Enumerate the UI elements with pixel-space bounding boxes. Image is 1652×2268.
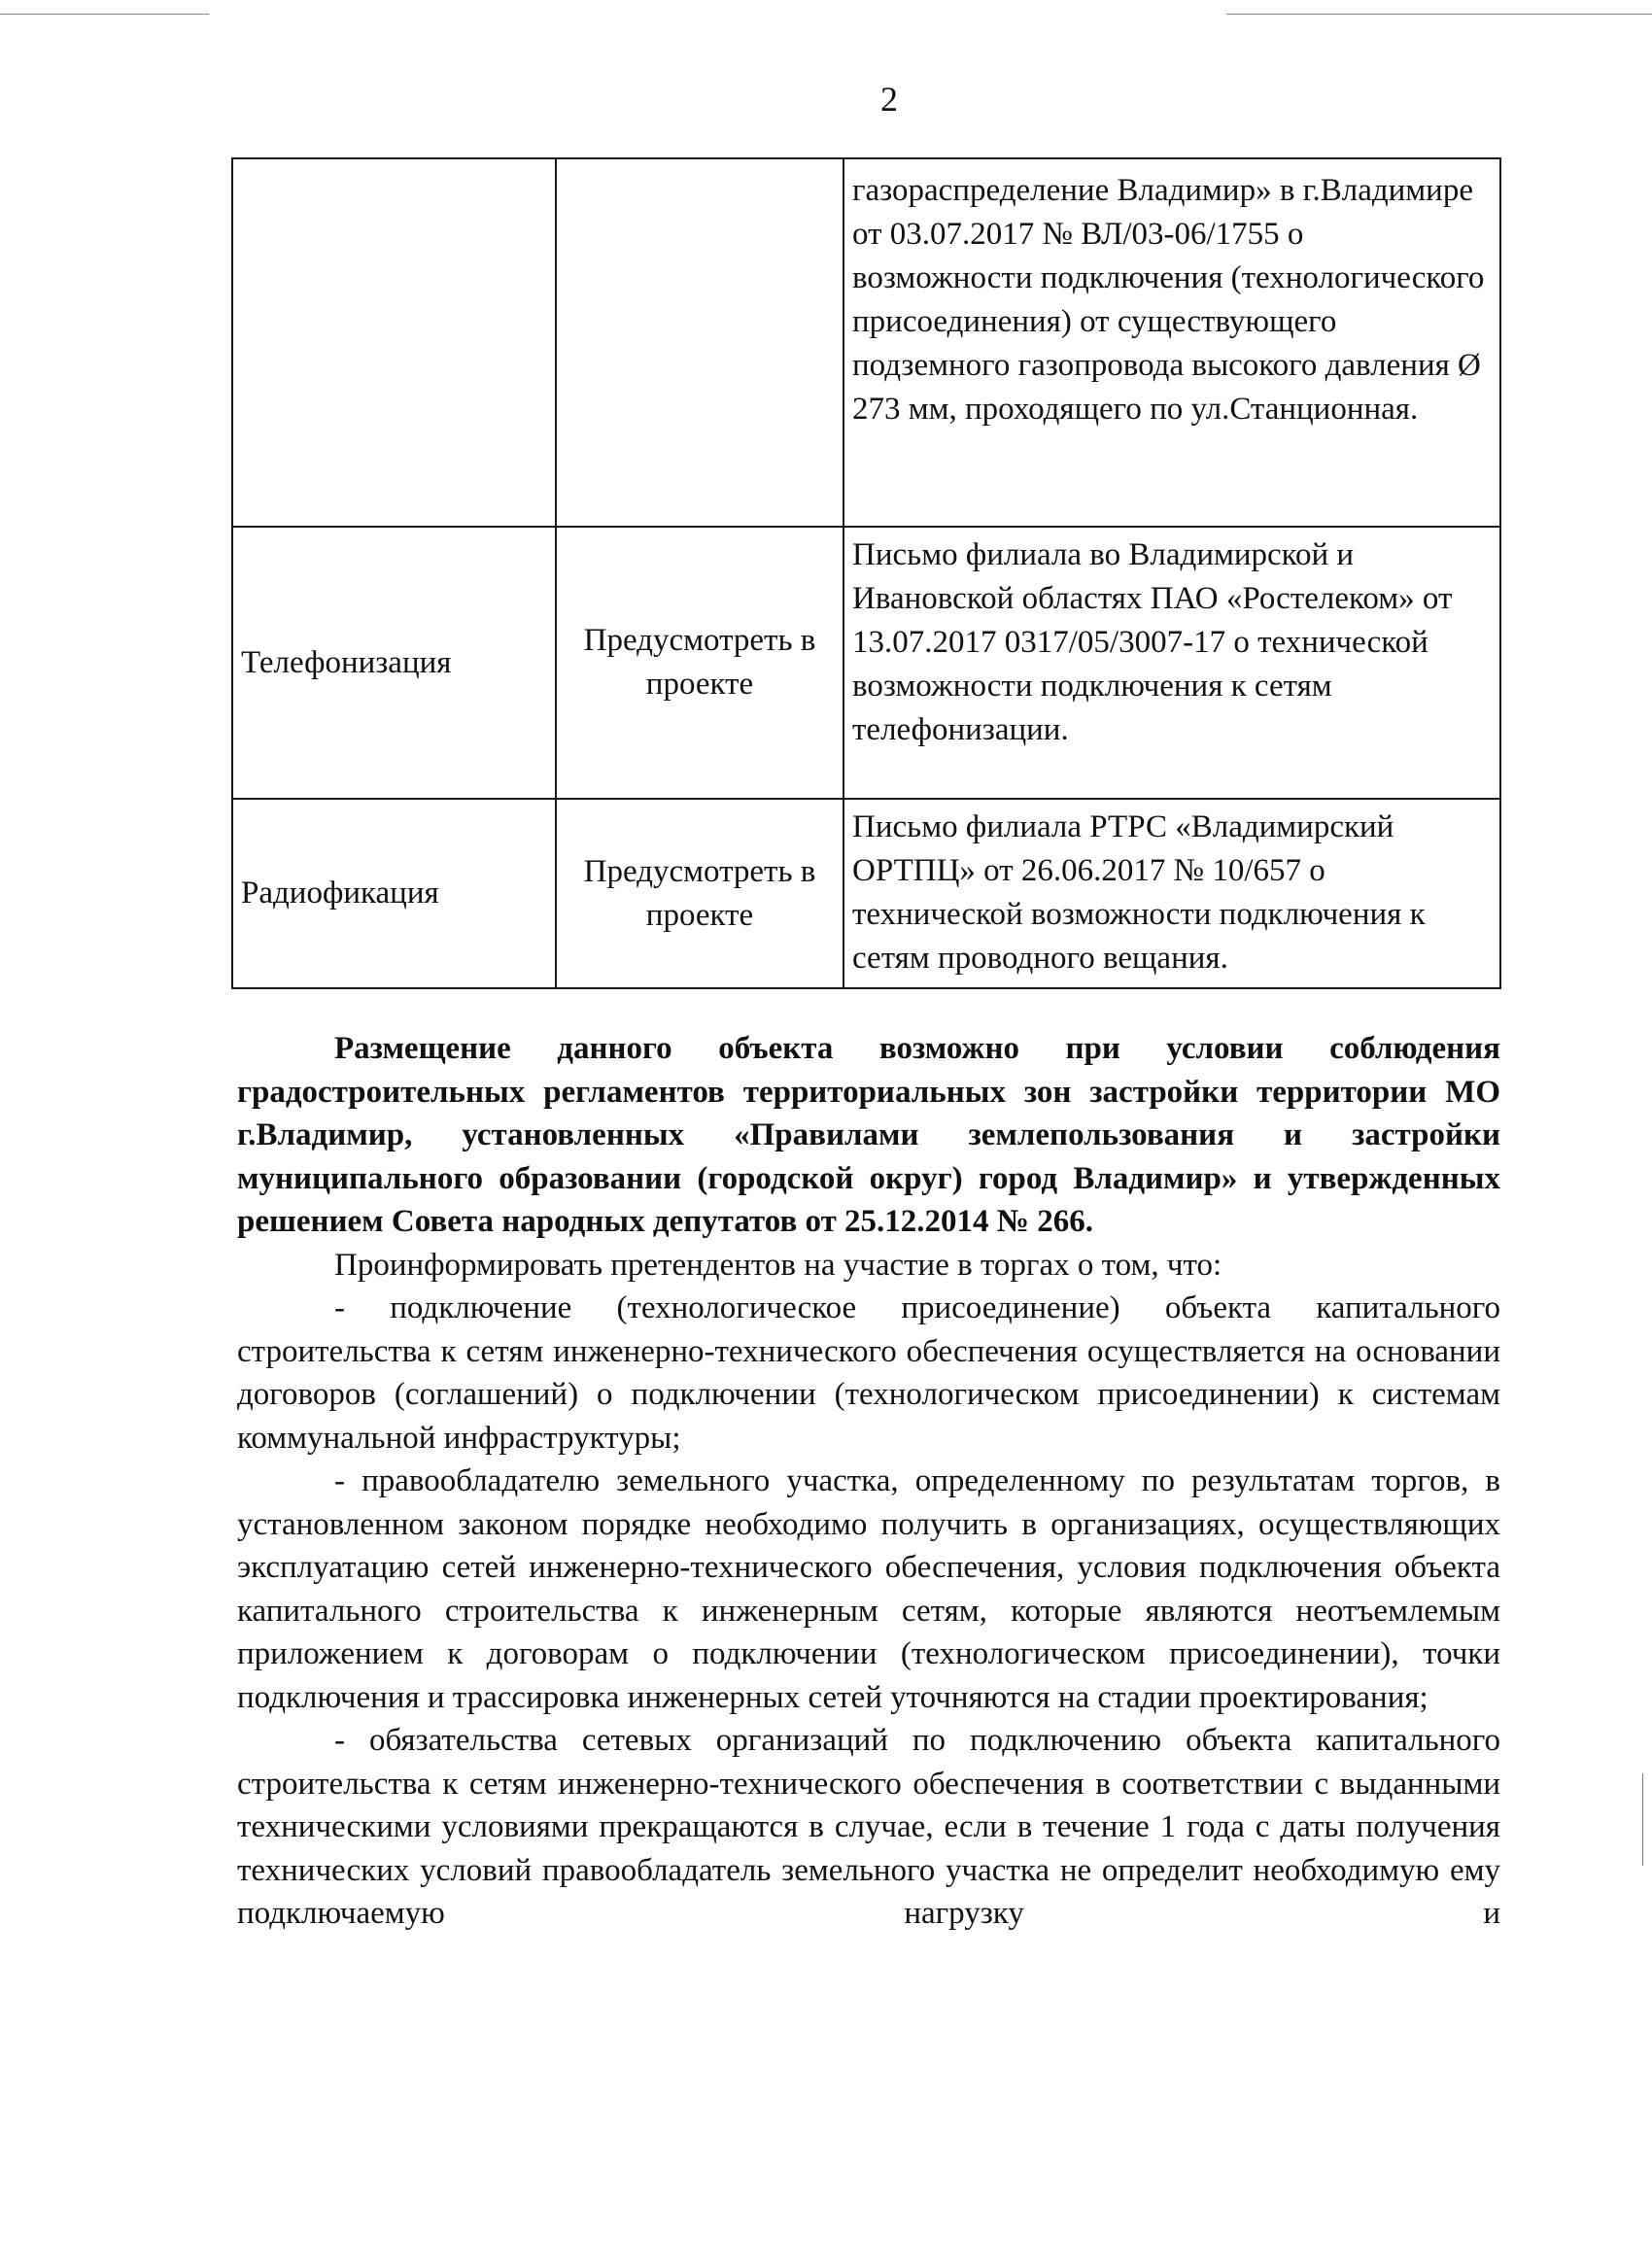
inform-bidders-paragraph: Проинформировать претендентов на участие в торгах о том, что: bbox=[334, 1247, 1222, 1283]
top-rule-left bbox=[0, 14, 209, 15]
table-row bbox=[232, 158, 1500, 527]
utility-action-cell bbox=[556, 158, 843, 527]
utility-action-cell: Предусмотреть в проекте bbox=[556, 527, 843, 799]
scan-edge-mark bbox=[1642, 1773, 1643, 1866]
list-item: - правообладателю земельного участка, определенному по результатам торгов, в установленном законом порядке необходимо получить в организациях, осуществляющих эксплуатацию сетей инженерно-технического обеспечения, условия подключения объекта капитального строительства к инженерным сетям, которые являются неотъемлемым приложением к договорам о подключении (технологическом присоединении), точки подключения и трассировка инженерных сетей уточняются на стадии проектирования; bbox=[237, 1463, 1500, 1715]
utility-name-cell bbox=[232, 158, 556, 527]
utility-action-cell: Предусмотреть в проекте bbox=[556, 799, 843, 988]
page-number: 2 bbox=[880, 80, 898, 119]
utility-name-cell: Радиофикация bbox=[232, 799, 556, 988]
list-item: - подключение (технологическое присоединение) объекта капитального строительства к сетям инженерно-технического обеспечения осуществляется на основании договоров (соглашений) о подключении (технологическом присоединении) к системам коммунальной инфраструктуры; bbox=[237, 1290, 1500, 1456]
zoning-conditions-paragraph: Размещение данного объекта возможно при условии соблюдения градостроительных регламентов территориальных зон застройки территории МО г.Владимир, установленных «Правилами землепользования и застройки муниципального образовании (городской округ) город Владимир» и утвержденных решением Совета народных депутатов от 25.12.2014 № 266. bbox=[237, 1031, 1500, 1239]
utility-note-cell: Письмо филиала РТРС «Владимирский ОРТПЦ» от 26.06.2017 № 10/657 о технической возможности подключения к сетям проводного вещания. bbox=[843, 799, 1500, 988]
document-body bbox=[237, 1027, 1500, 1936]
utilities-table bbox=[231, 157, 1501, 989]
top-rule-right bbox=[1226, 14, 1652, 15]
table-row bbox=[232, 799, 1500, 988]
table-row bbox=[232, 527, 1500, 799]
utility-name-cell: Телефонизация bbox=[232, 527, 556, 799]
utility-note-cell: газораспределение Владимир» в г.Владимире от 03.07.2017 № ВЛ/03-06/1755 о возможности подключения (технологического присоединения) от существующего подземного газопровода высокого давления Ø 273 мм, проходящего по ул.Станционная. bbox=[843, 158, 1500, 527]
list-item: - обязательства сетевых организаций по подключению объекта капитального строительства к сетям инженерно-технического обеспечения в соответствии с выданными техническими условиями прекращаются в случае, если в течение 1 года с даты получения технических условий правообладатель земельного участка не определит необходимую ему подключаемую нагрузку и bbox=[237, 1723, 1500, 1931]
utility-note-cell: Письмо филиала во Владимирской и Ивановской областях ПАО «Ростелеком» от 13.07.2017 0317/05/3007-17 о технической возможности подключения к сетям телефонизации. bbox=[843, 527, 1500, 799]
